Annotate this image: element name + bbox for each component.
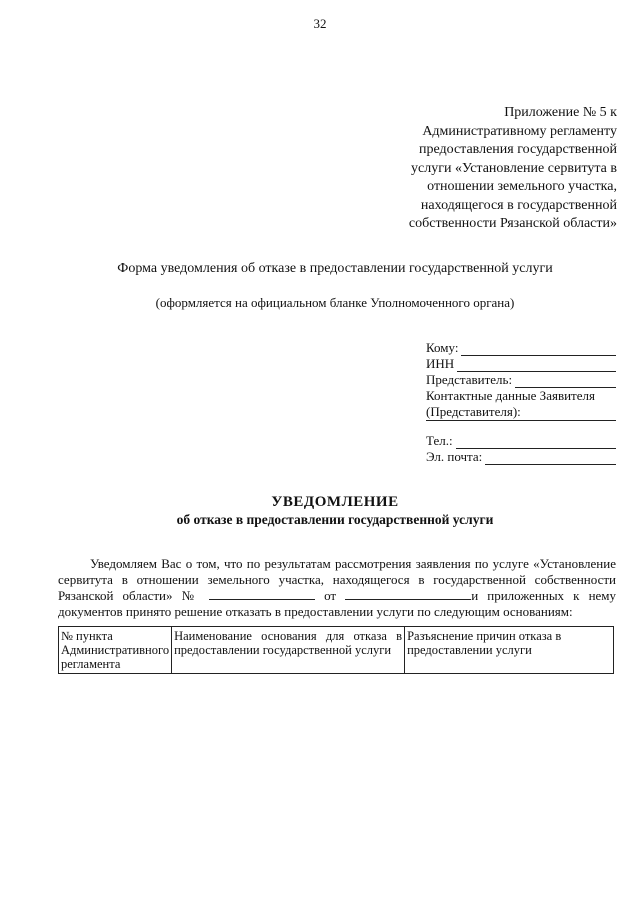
appendix-line: собственности Рязанской области» (408, 216, 617, 231)
inn-label: ИНН (426, 356, 455, 371)
appendix-note (357, 104, 617, 234)
contacts-field[interactable] (426, 404, 616, 421)
notice-subtitle: об отказе в предоставлении государственной услуги (176, 512, 494, 527)
reasons-table (58, 626, 614, 674)
form-subtitle: (оформляется на официальном бланке Уполномоченного органа) (155, 295, 515, 310)
table-header-cell: Разъяснение причин отказа в предоставлении услуги (405, 627, 614, 674)
representative-field (426, 372, 616, 388)
notice-title: УВЕДОМЛЕНИЕ (271, 494, 399, 510)
spacer (426, 421, 616, 433)
appendix-line: Административному регламенту (422, 123, 617, 139)
inn-field (426, 356, 616, 372)
form-title: Форма уведомления об отказе в предоставлении государственной услуги (117, 261, 553, 276)
inn-blank[interactable] (457, 359, 616, 372)
contacts-label: Контактные данные Заявителя (426, 388, 595, 403)
page-number: 32 (313, 16, 327, 31)
body-part2: и приложенных к нему документов принято решение отказать в предоставлении услуги по следующим основаниям: (58, 588, 617, 619)
application-date-blank[interactable] (345, 588, 471, 600)
to-label: Кому: (426, 340, 459, 355)
table-header-cell: Наименование основания для отказа в предоставлении государственной услуги (172, 627, 405, 674)
phone-blank[interactable] (456, 436, 616, 449)
appendix-line: услуги «Установление сервитута в (411, 160, 617, 176)
appendix-line: отношении земельного участка, (427, 179, 617, 194)
table-header-row (59, 627, 614, 674)
notice-paragraph (58, 556, 616, 620)
body-part1: Уведомляем Вас о том, что по результатам рассмотрения заявления по услуге «Установление сервитута в отношении земельного участка, находящегося в государственной собственности Рязанской области» № (58, 556, 616, 603)
appendix-line: предоставления государственной (418, 142, 617, 157)
notice-body (58, 556, 616, 620)
representative-label: Представитель: (426, 372, 513, 387)
to-field (426, 340, 616, 356)
representative-blank[interactable] (515, 375, 616, 388)
email-blank[interactable] (485, 452, 616, 465)
addressee-block (426, 340, 616, 465)
phone-label: Тел.: (426, 433, 453, 448)
appendix-line: находящегося в государственной (420, 197, 617, 213)
contacts-label-2: (Представителя): (426, 404, 521, 419)
table-header-cell: № пункта Административного регламента (59, 627, 172, 674)
application-number-blank[interactable] (209, 588, 315, 600)
notice-heading (95, 494, 575, 528)
to-blank[interactable] (461, 343, 616, 356)
body-from: от (324, 588, 337, 603)
email-label: Эл. почта: (426, 449, 483, 464)
email-field (426, 449, 616, 465)
phone-field (426, 433, 616, 449)
appendix-line: Приложение № 5 к (504, 105, 617, 120)
